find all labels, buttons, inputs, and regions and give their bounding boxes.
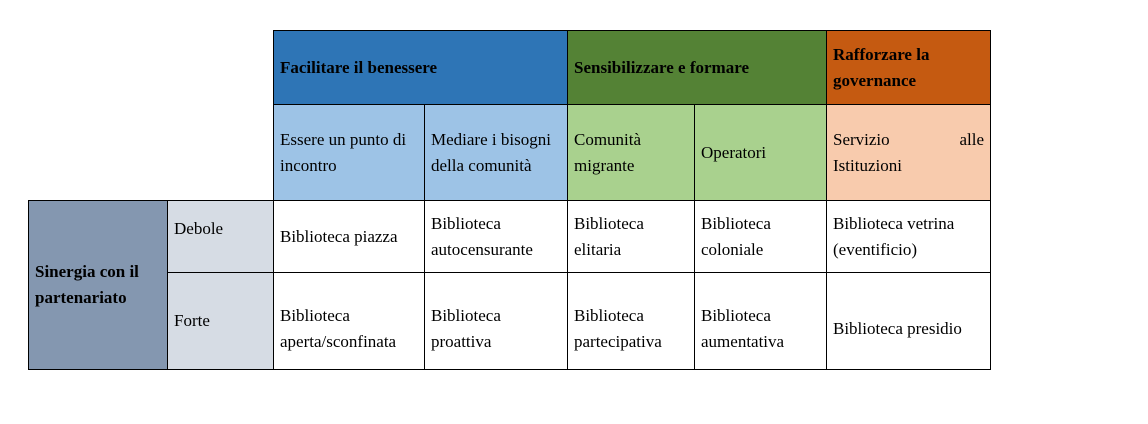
cell-forte-1: Biblioteca aperta/sconfinata bbox=[274, 273, 425, 370]
group-header-sensibilizzare: Sensibilizzare e formare bbox=[568, 31, 827, 105]
group-header-benessere: Facilitare il benessere bbox=[274, 31, 568, 105]
level-debole: Debole bbox=[168, 201, 274, 273]
empty-corner bbox=[29, 31, 274, 105]
cell-forte-5: Biblioteca presidio bbox=[827, 273, 991, 370]
group-header-governance: Rafforzare la governance bbox=[827, 31, 991, 105]
subheader-servizio-istituzioni bbox=[827, 105, 991, 201]
cell-forte-4: Biblioteca aumentativa bbox=[695, 273, 827, 370]
row-title-sinergia: Sinergia con il partenariato bbox=[29, 201, 168, 370]
subheader-comunita-migrante: Comunità migrante bbox=[568, 105, 695, 201]
level-forte: Forte bbox=[168, 273, 274, 370]
empty-corner-2 bbox=[29, 105, 274, 201]
strategy-matrix-table bbox=[28, 30, 991, 370]
cell-debole-1: Biblioteca piazza bbox=[274, 201, 425, 273]
subheader-punto-incontro: Essere un punto di incontro bbox=[274, 105, 425, 201]
cell-debole-2: Biblioteca autocensurante bbox=[425, 201, 568, 273]
cell-debole-3: Biblioteca elitaria bbox=[568, 201, 695, 273]
subheader-servizio-istituzioni-text: Servizio alle Istituzioni bbox=[833, 129, 984, 175]
cell-debole-5: Biblioteca vetrina (eventificio) bbox=[827, 201, 991, 273]
cell-forte-3: Biblioteca partecipativa bbox=[568, 273, 695, 370]
cell-debole-4: Biblioteca coloniale bbox=[695, 201, 827, 273]
subheader-mediare-bisogni: Mediare i bisogni della comunità bbox=[425, 105, 568, 201]
cell-forte-2: Biblioteca proattiva bbox=[425, 273, 568, 370]
subheader-operatori: Operatori bbox=[695, 105, 827, 201]
